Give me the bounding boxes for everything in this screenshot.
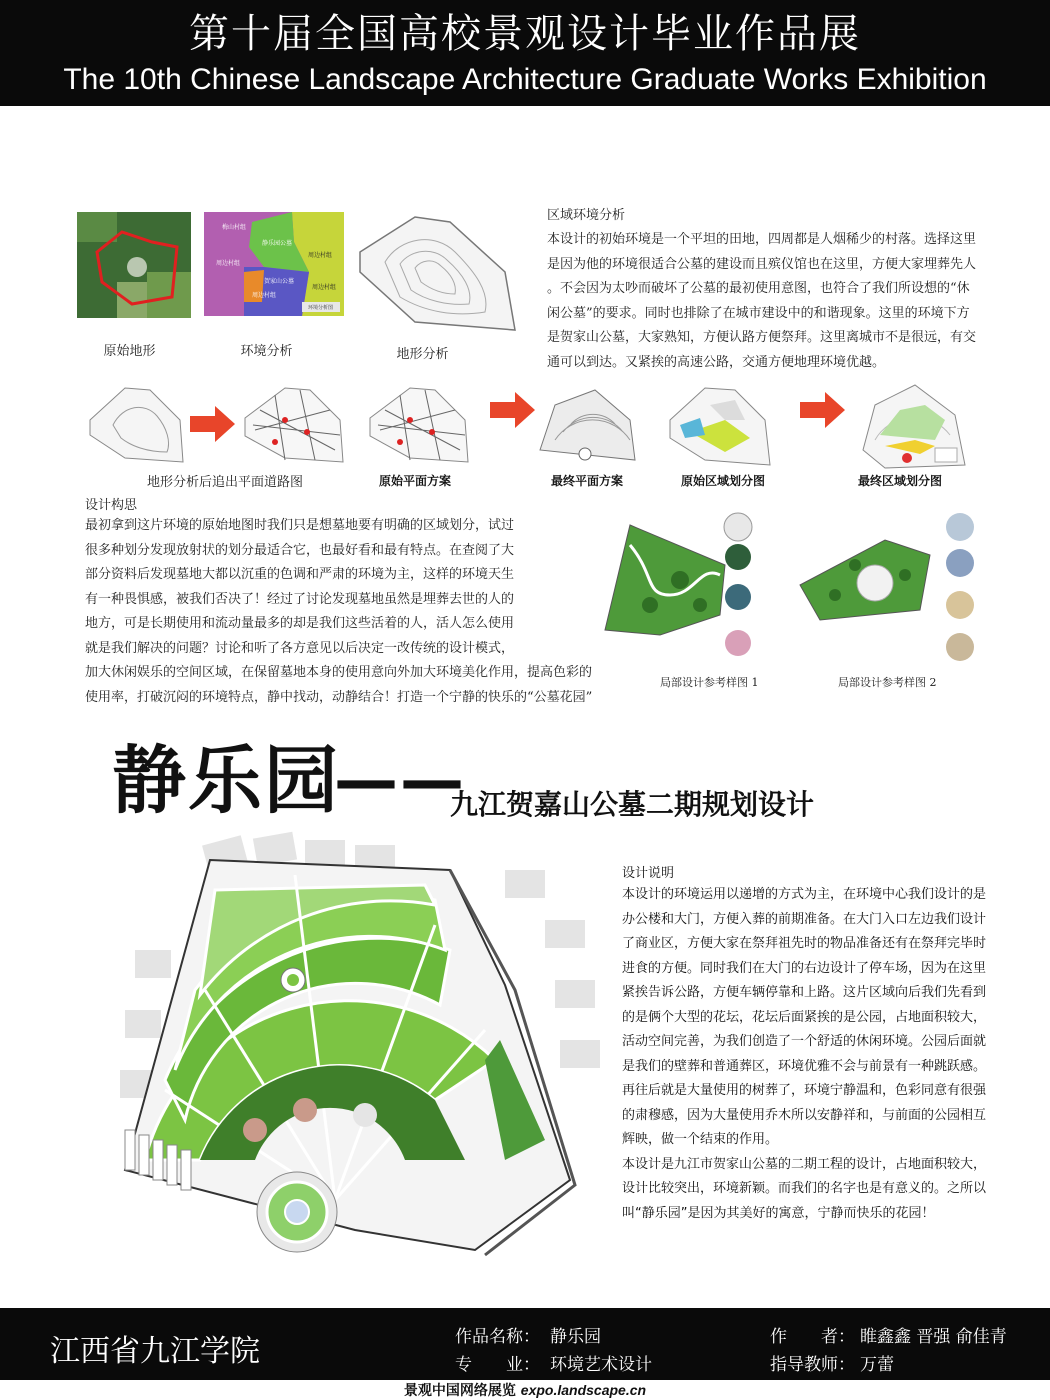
- reference-image-2: [795, 505, 995, 670]
- design-concept-text: [85, 514, 625, 710]
- major-label: 专 业：: [455, 1355, 540, 1375]
- major-value: 环境艺术设计: [550, 1355, 652, 1375]
- map-label: 周边村组: [252, 292, 277, 299]
- footer-bar: [0, 1308, 1050, 1380]
- work-name-value: 静乐园: [550, 1327, 601, 1347]
- design-notes-heading: 设计说明: [622, 866, 675, 881]
- reference-image-1: [600, 505, 780, 670]
- design-notes-text: [622, 883, 1022, 1226]
- map-label: 梅山村组: [222, 224, 247, 231]
- text-line: 是我们的壁葬和普通葬区，环境优雅不会与前景有一种跳跃感。: [622, 1058, 987, 1074]
- text-line: 是贺家山公墓，大家熟知，方便认路方便祭拜。这里离城市不是很远，有交: [547, 330, 977, 345]
- text-line: 再往后就是大量使用的树葬了，环境宁静温和，色彩同意有很强: [622, 1083, 987, 1098]
- project-subtitle: 九江贺嘉山公墓二期规划设计: [450, 788, 815, 821]
- text-line: 就是我们解决的问题？讨论和听了各方意见以后决定一改传统的设计模式，: [85, 640, 515, 656]
- terrain-sketch: [355, 212, 525, 334]
- text-line: 有一种畏惧感，被我们否决了！经过了讨论发现墓地虽然是埋葬去世的人的: [85, 591, 515, 607]
- text-line: 设计比较突出，环境新颖。而我们的名字也是有意义的。之所以: [622, 1181, 987, 1196]
- caption-original-zoning: 原始区域划分图: [680, 474, 765, 488]
- map-label: 周边村组: [216, 260, 241, 267]
- caption-road-plan: 地形分析后追出平面道路图: [146, 475, 303, 490]
- school-name: 江西省九江学院: [50, 1334, 260, 1369]
- text-line: 本设计的环境运用以递增的方式为主，在环境中心我们设计的是: [622, 887, 987, 902]
- text-line: 办公楼和大门，方便入葬的前期准备。在大门入口左边我们设计: [622, 911, 987, 927]
- advisor-label: 指导教师：: [770, 1355, 855, 1375]
- text-line: 很多种划分发现放射状的划分最适合它，也最好看和最有特点。在查阅了大: [85, 542, 515, 558]
- text-line: 紧挨告诉公路，方便车辆停靠和上路。这片区域向后我们先看到: [622, 985, 987, 1000]
- map-label: 贺家山公墓: [264, 278, 295, 285]
- text-line: 是因为他的环境很适合公墓的建设而且殡仪馆也在这里，方便大家埋葬先人: [547, 256, 977, 272]
- website-url[interactable]: expo.landscape.cn: [520, 1382, 647, 1398]
- text-line: 闲公墓”的要求。同时也排除了在城市建设中的和谐现象。这里的环境下方: [547, 305, 970, 321]
- website-credit: [0, 1380, 1050, 1400]
- text-line: 本设计是九江市贺家山公墓的二期工程的设计，占地面积较大，: [622, 1156, 987, 1172]
- satellite-image: [77, 212, 191, 318]
- caption-final-zoning: 最终区域划分图: [857, 474, 942, 488]
- text-line: 的是俩个大型的花坛，花坛后面紧挨的是公园，占地面积较大，: [622, 1009, 987, 1025]
- text-line: 通可以到达。又紧挨的高速公路，交通方便地理环境优越。: [547, 354, 886, 370]
- exhibition-title-zh: 第十届全国高校景观设计毕业作品展: [189, 11, 861, 57]
- text-line: 活动空间完善，为我们创造了一个舒适的休闲环境。公园后面就: [622, 1034, 987, 1049]
- text-line: 使用率，打破沉闷的环境特点，静中找动，动静结合！打造一个宁静的快乐的“公墓花园”: [85, 689, 593, 705]
- exhibition-title-en: The 10th Chinese Landscape Architecture Graduate Works Exhibition: [63, 63, 987, 96]
- text-line: 叫“静乐园”是因为其美好的寓意，宁静而快乐的花园！: [622, 1205, 935, 1221]
- exhibition-header: [0, 0, 1050, 106]
- map-label: 静乐园公墓: [262, 240, 293, 247]
- caption-environment-analysis: 环境分析: [240, 344, 293, 359]
- text-line: 了商业区，方便大家在祭拜祖先时的物品准备还有在祭拜完毕时: [622, 936, 987, 951]
- text-line: 本设计的初始环境是一个平坦的田地，四周都是人烟稀少的村落。选择这里: [547, 232, 977, 247]
- caption-terrain-analysis: 地形分析: [396, 347, 449, 362]
- caption-original-plan: 原始平面方案: [378, 474, 451, 488]
- text-line: 的肃穆感，因为大量使用乔木所以安静祥和，与前面的公园相互: [622, 1107, 987, 1123]
- map-label: 周边村组: [312, 284, 337, 291]
- master-plan: [105, 830, 615, 1270]
- region-analysis-heading: 区域环境分析: [547, 208, 626, 223]
- process-diagram-row: [85, 380, 985, 472]
- process-road-sketch: [90, 388, 183, 462]
- text-line: 加大休闲娱乐的空间区域，在保留墓地本身的使用意向外加大环境美化作用，提高色彩的: [85, 665, 593, 680]
- advisor-value: 万蕾: [860, 1355, 894, 1375]
- work-name-label: 作品名称：: [455, 1327, 540, 1347]
- text-line: 部分资料后发现墓地大都以沉重的色调和严肃的环境为主，这样的环境天生: [85, 567, 515, 582]
- project-title: 静乐园: [112, 738, 340, 824]
- text-line: 最初拿到这片环境的原始地图时我们只是想墓地要有明确的区域划分，试过: [85, 518, 515, 533]
- website-name: 景观中国网络展览: [403, 1383, 516, 1399]
- caption-reference-2: 局部设计参考样图 2: [838, 676, 937, 689]
- text-line: 地方，可是长期使用和流动量最多的却是我们这些活着的人，活人怎么使用: [85, 616, 515, 631]
- text-line: 辉映，做一个结束的作用。: [622, 1132, 779, 1147]
- text-line: 。不会因为太吵而破坏了公墓的最初使用意图，也符合了我们所设想的“休: [547, 281, 970, 296]
- text-line: 进食的方便。同时我们在大门的右边设计了停车场，因为在这里: [622, 960, 987, 976]
- region-analysis-text: [547, 228, 1007, 375]
- map-legend: 环境分析图: [308, 305, 334, 311]
- design-concept-heading: 设计构思: [85, 498, 138, 513]
- caption-final-plan: 最终平面方案: [550, 474, 623, 488]
- author-label: 作 者：: [770, 1327, 855, 1347]
- title-dash: ——: [334, 744, 466, 818]
- author-value: 睢鑫鑫 晋强 俞佳青: [860, 1327, 1007, 1347]
- caption-original-terrain: 原始地形: [103, 344, 156, 359]
- map-label: 周边村组: [308, 252, 333, 259]
- caption-reference-1: 局部设计参考样图 1: [660, 676, 759, 689]
- environment-map: [204, 212, 344, 316]
